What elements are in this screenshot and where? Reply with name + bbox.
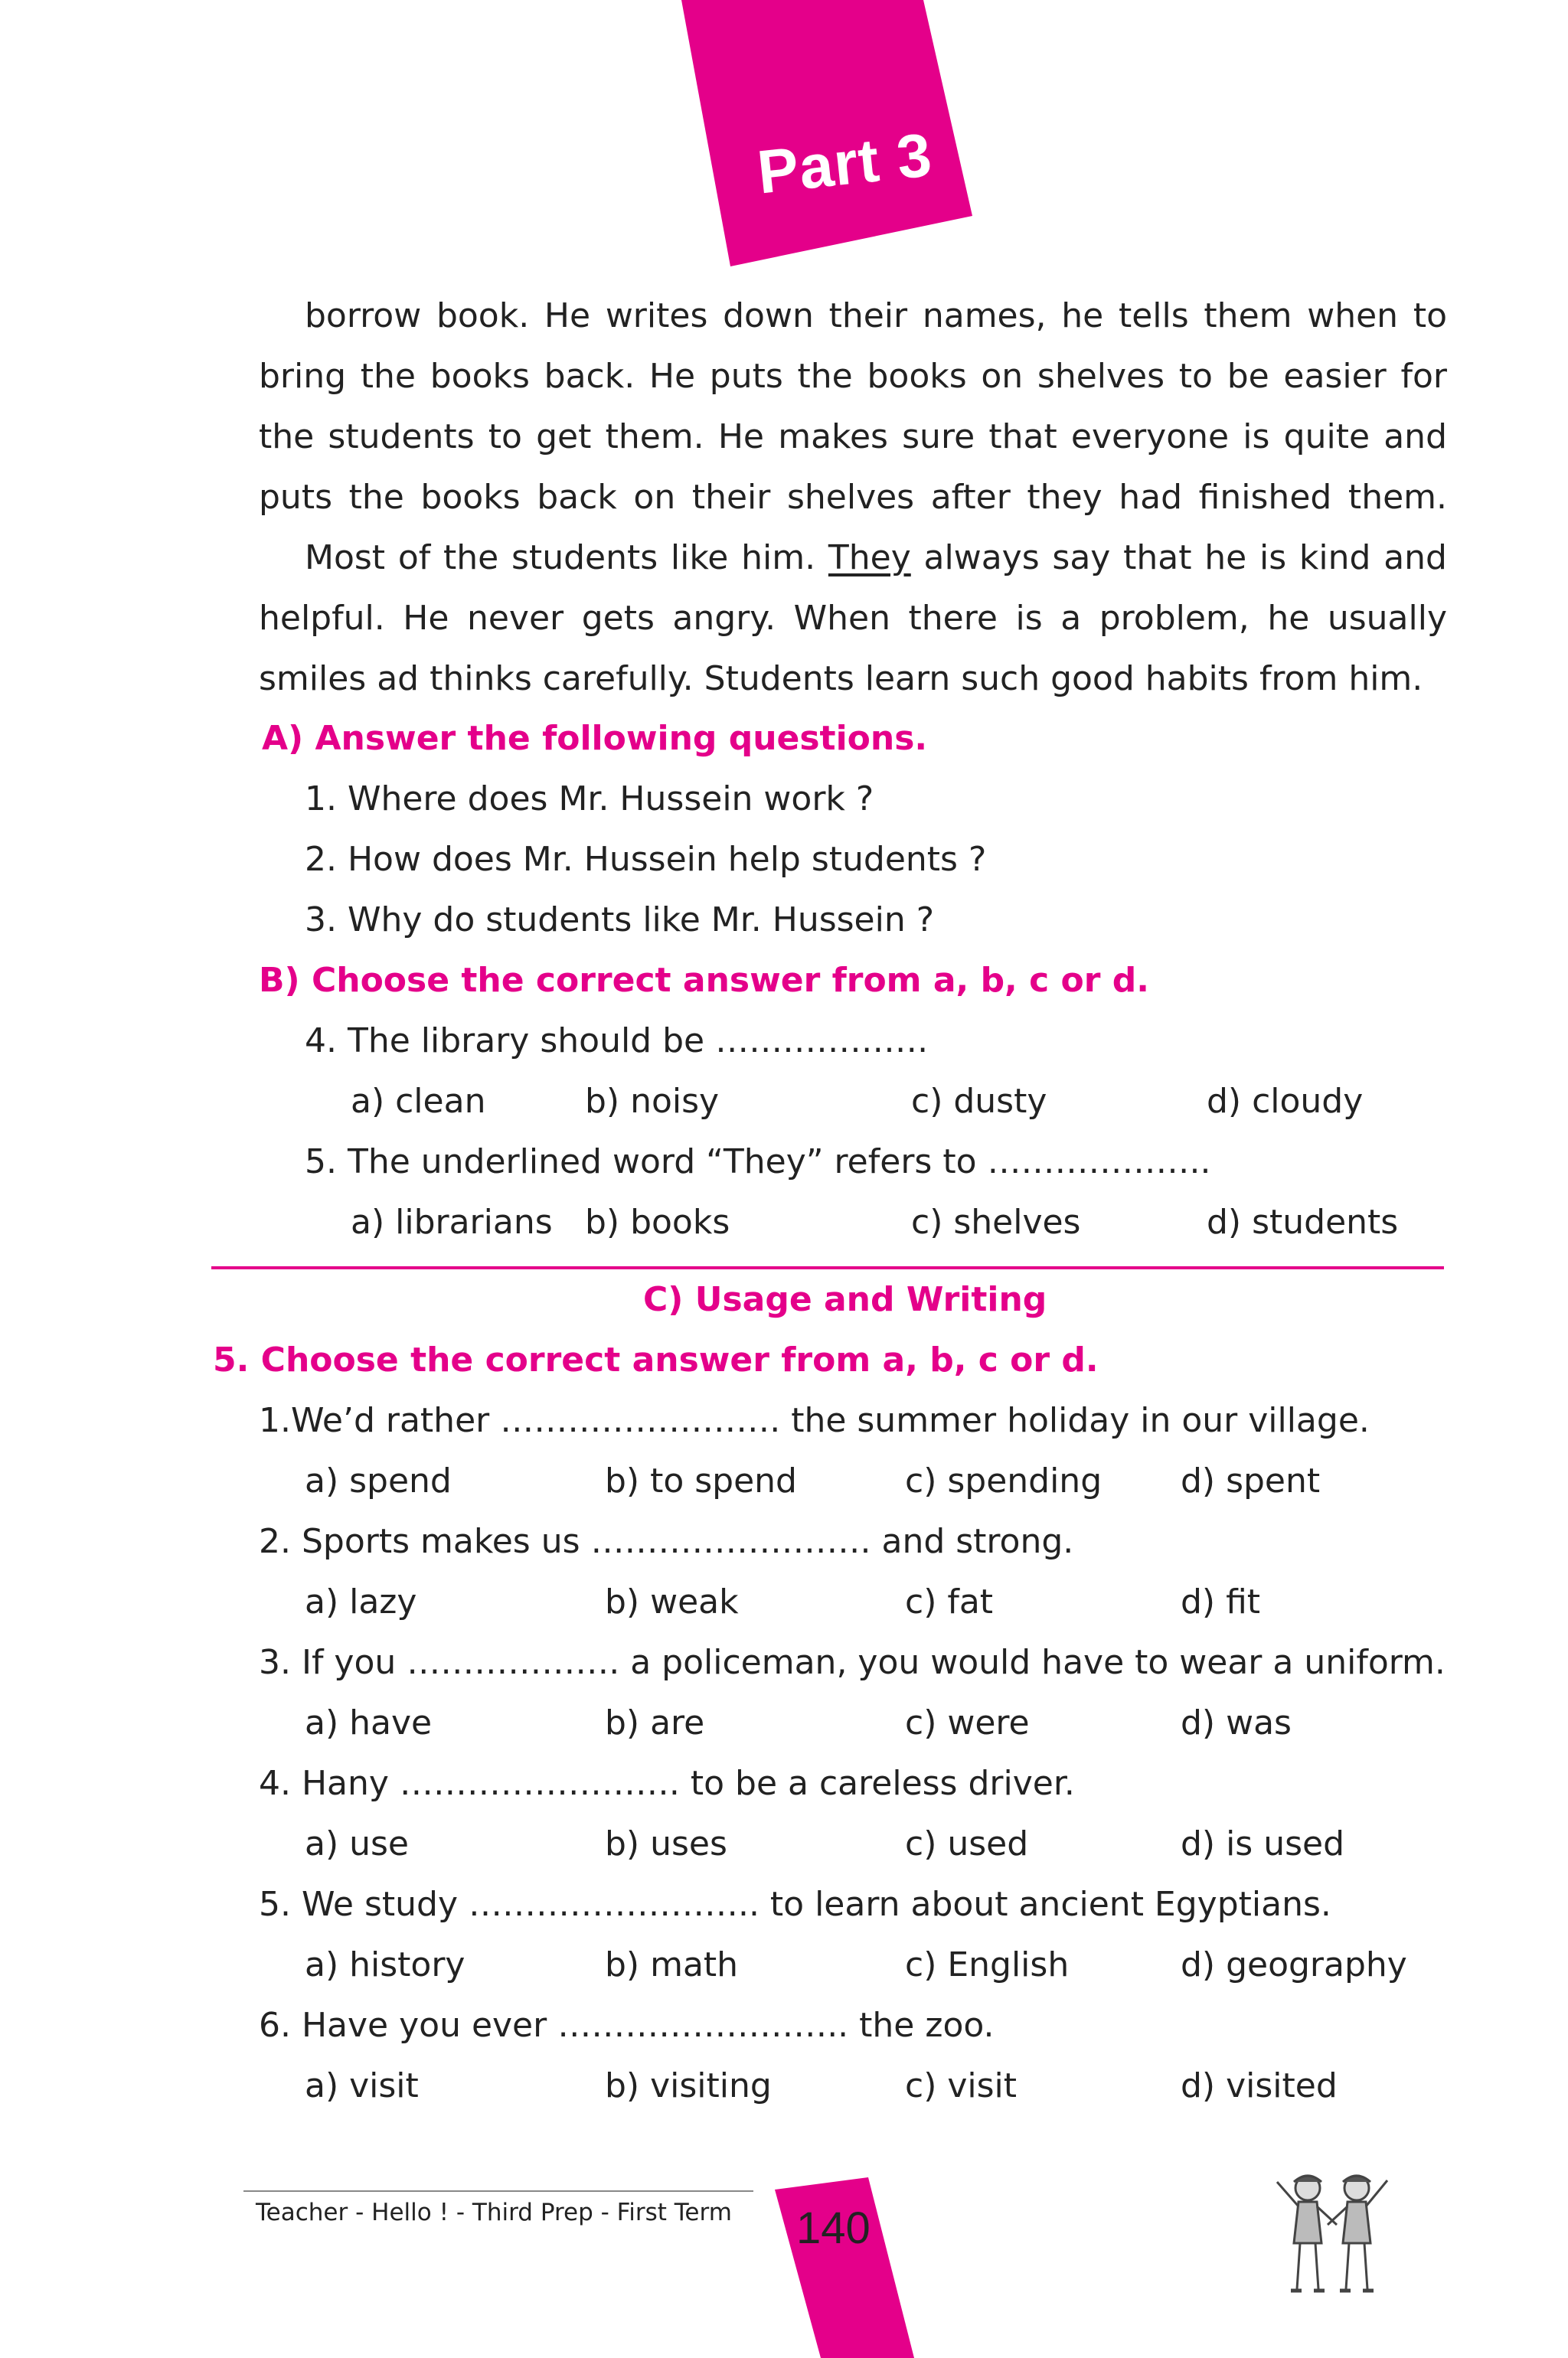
option-c: c) fat (905, 1582, 994, 1622)
option-a: a) history (305, 1945, 466, 1984)
footer-book-title: Teacher - Hello ! - Third Prep - First Term (256, 2199, 732, 2226)
usage-title: C) Usage and Writing (643, 1280, 1047, 1319)
question-3: 3. Why do students like Mr. Hussein ? (305, 900, 935, 939)
option-d: d) cloudy (1207, 1082, 1364, 1121)
option-c: c) used (905, 1824, 1029, 1863)
passage-paragraph-2-start: Most of the students like him. (305, 538, 828, 577)
option-a: a) use (305, 1824, 409, 1863)
option-d: d) geography (1181, 1945, 1407, 1984)
usage-question-6: 6. Have you ever …………………….. the zoo. (259, 2006, 995, 2045)
option-d: d) was (1181, 1703, 1292, 1742)
option-c: c) shelves (911, 1203, 1081, 1242)
usage-question-4: 4. Hany ……………………. to be a careless driver. (259, 1764, 1075, 1803)
option-d: d) is used (1181, 1824, 1345, 1863)
part-title: Part 3 (754, 120, 936, 207)
passage-paragraph-2 (259, 527, 1447, 709)
usage-question-2: 2. Sports makes us ……………………. and strong. (259, 1522, 1074, 1561)
option-b: b) books (585, 1203, 730, 1242)
section-a-heading: A) Answer the following questions. (262, 719, 928, 758)
option-b: b) weak (605, 1582, 739, 1622)
option-b: b) visiting (605, 2066, 772, 2105)
usage-heading: 5. Choose the correct answer from a, b, c or d. (213, 1341, 1099, 1380)
option-c: c) visit (905, 2066, 1018, 2105)
option-c: c) dusty (911, 1082, 1047, 1121)
option-d: d) fit (1181, 1582, 1261, 1622)
option-a: a) spend (305, 1462, 452, 1501)
section-b-heading: B) Choose the correct answer from a, b, c or d. (259, 961, 1149, 1000)
option-a: a) visit (305, 2066, 419, 2105)
option-c: c) were (905, 1703, 1030, 1742)
underlined-word: They (828, 538, 911, 577)
option-c: c) English (905, 1945, 1070, 1984)
option-b: b) noisy (585, 1082, 720, 1121)
mcq-question-5: 5. The underlined word “They” refers to ……………….. (305, 1142, 1211, 1181)
option-a: a) lazy (305, 1582, 417, 1622)
option-b: b) math (605, 1945, 739, 1984)
option-b: b) are (605, 1703, 705, 1742)
usage-question-3: 3. If you ………………. a policeman, you would have to wear a uniform. (259, 1643, 1446, 1682)
page-number: 140 (796, 2203, 871, 2253)
option-a: a) librarians (351, 1203, 553, 1242)
option-b: b) to spend (605, 1462, 797, 1501)
passage-paragraph-2-rest: always say that he is kind and helpful. He never gets angry. When there is a problem, he usually smiles ad thinks carefully. Students learn such good habits from him. (259, 538, 1447, 698)
kids-illustration-icon (1263, 2159, 1401, 2312)
usage-question-1: 1.We’d rather ……………………. the summer holiday in our village. (259, 1401, 1370, 1440)
option-a: a) clean (351, 1082, 486, 1121)
option-b: b) uses (605, 1824, 727, 1863)
option-d: d) students (1207, 1203, 1399, 1242)
reading-passage (259, 286, 1447, 709)
option-c: c) spending (905, 1462, 1102, 1501)
question-2: 2. How does Mr. Hussein help students ? (305, 840, 987, 879)
question-1: 1. Where does Mr. Hussein work ? (305, 779, 874, 818)
option-d: d) spent (1181, 1462, 1321, 1501)
option-a: a) have (305, 1703, 433, 1742)
option-d: d) visited (1181, 2066, 1338, 2105)
mcq-question-4: 4. The library should be ………………. (305, 1021, 929, 1060)
usage-question-5: 5. We study …………………….. to learn about ancient Egyptians. (259, 1885, 1331, 1924)
passage-paragraph-1: borrow book. He writes down their names, he tells them when to bring the books back. He puts the books on shelves to be easier for the students to get them. He makes sure that everyone is quite and puts the books back on their shelves after they had finished them. (259, 296, 1447, 517)
